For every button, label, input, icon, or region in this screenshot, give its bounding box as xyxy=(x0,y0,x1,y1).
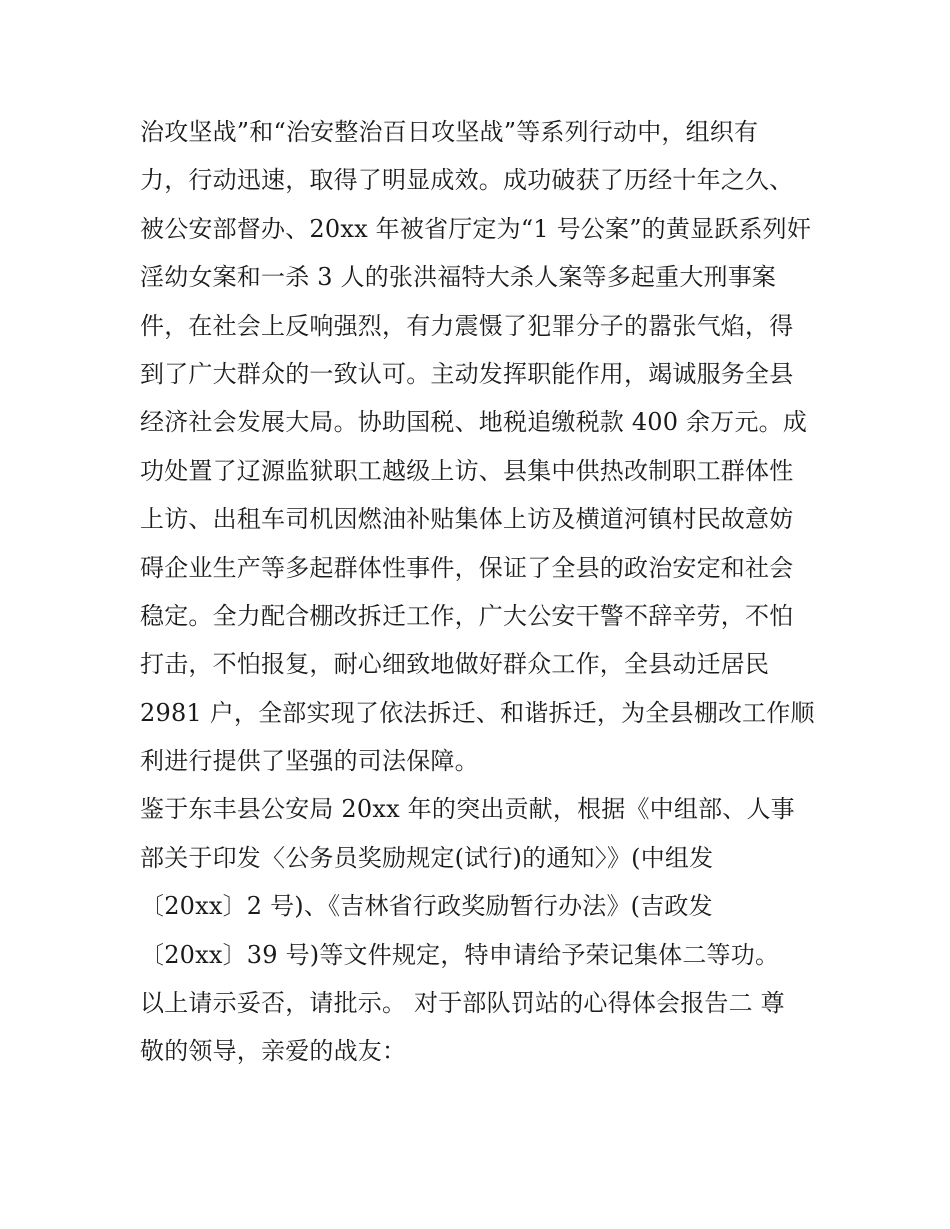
text-line: 功处置了辽源监狱职工越级上访、县集中供热改制职工群体性 xyxy=(140,456,794,485)
text-line: 被公安部督办、20xx 年被省厅定为“1 号公案”的黄显跃系列奸 xyxy=(140,214,812,243)
text-line: 治攻坚战”和“治安整治百日攻坚战”等系列行动中，组织有 xyxy=(140,118,759,146)
text-line: 敬的领导，亲爱的战友： xyxy=(140,1037,407,1066)
text-line: 部关于印发〈公务员奖励规定(试行)的通知〉》(中组发 xyxy=(140,843,714,872)
text-line: 2981 户，全部实现了依法拆迁、和谐拆迁，为全县棚改工作顺 xyxy=(140,698,815,727)
text-line: 碍企业生产等多起群体性事件，保证了全县的政治安定和社会 xyxy=(140,553,794,582)
text-line: 力，行动迅速，取得了明显成效。成功破获了历经十年之久、 xyxy=(140,166,794,195)
text-line: 经济社会发展大局。协助国税、地税追缴税款 400 余万元。成 xyxy=(140,408,808,437)
text-line: 淫幼女案和一杀 3 人的张洪福特大杀人案等多起重大刑事案 xyxy=(140,263,777,292)
text-line: 以上请示妥否，请批示。 对于部队罚站的心得体会报告二 尊 xyxy=(140,989,785,1018)
text-line: 上访、出租车司机因燃油补贴集体上访及横道河镇村民故意妨 xyxy=(140,505,794,534)
text-line: 鉴于东丰县公安局 20xx 年的突出贡献，根据《中组部、人事 xyxy=(140,795,795,824)
text-line: 打击，不怕报复，耐心细致地做好群众工作，全县动迁居民 xyxy=(140,650,770,679)
text-line: 〔20xx〕2 号)、《吉林省行政奖励暂行办法》(吉政发 xyxy=(140,892,713,921)
text-line: 〔20xx〕39 号)等文件规定，特申请给予荣记集体二等功。 xyxy=(140,940,780,969)
text-line: 件，在社会上反响强烈，有力震慑了犯罪分子的嚣张气焰，得 xyxy=(140,311,794,340)
document-body xyxy=(140,108,820,1076)
text-line: 稳定。全力配合棚改拆迁工作，广大公安干警不辞辛劳，不怕 xyxy=(140,601,794,630)
text-line: 利进行提供了坚强的司法保障。 xyxy=(140,747,479,776)
text-line: 到了广大群众的一致认可。主动发挥职能作用，竭诚服务全县 xyxy=(140,359,794,388)
